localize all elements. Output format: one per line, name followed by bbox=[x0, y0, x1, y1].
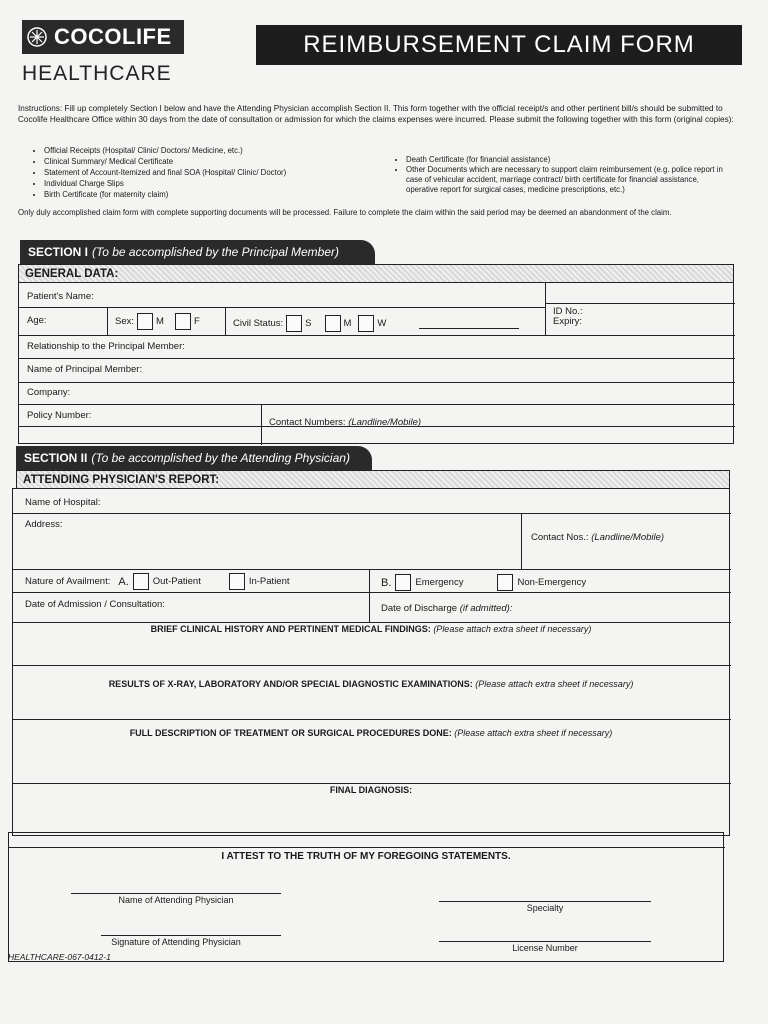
specialty-line[interactable] bbox=[439, 901, 651, 902]
diagnostic-results-field[interactable] bbox=[13, 679, 729, 689]
contact-nos-label: Contact Nos.: bbox=[531, 532, 589, 543]
section2-tab bbox=[16, 446, 372, 470]
sex-f-label: F bbox=[193, 316, 200, 327]
section1-note: (To be accomplished by the Principal Member) bbox=[92, 245, 340, 259]
civil-status-w-checkbox[interactable] bbox=[358, 315, 374, 332]
clinical-history-note: (Please attach extra sheet if necessary) bbox=[433, 624, 592, 634]
requirement-item: • Official Receipts (Hospital/ Clinic/ Doctors/ Medicine, etc.) bbox=[44, 145, 286, 156]
general-data-grid bbox=[18, 282, 734, 444]
sunburst-logo-icon bbox=[26, 26, 48, 48]
id-no-field[interactable]: ID No.: bbox=[553, 306, 583, 317]
non-emergency-label: Non-Emergency bbox=[517, 577, 587, 588]
nature-label: Nature of Availment: bbox=[25, 576, 111, 587]
discharge-date-label: Date of Discharge bbox=[381, 603, 458, 614]
contact-nos-note: (Landline/Mobile) bbox=[591, 532, 665, 543]
section1-label: SECTION I bbox=[28, 245, 89, 259]
specialty-label: Specialty bbox=[526, 903, 564, 913]
physician-name-label: Name of Attending Physician bbox=[118, 895, 234, 905]
section2-label: SECTION II bbox=[24, 451, 88, 465]
section1-tab bbox=[20, 240, 375, 264]
form-code: HEALTHCARE-067-0412-1 bbox=[8, 952, 111, 962]
treatment-description-field[interactable] bbox=[13, 728, 729, 738]
age-field[interactable]: Age: bbox=[27, 315, 47, 326]
in-patient-label: In-Patient bbox=[248, 576, 290, 587]
sex-m-checkbox[interactable] bbox=[137, 313, 153, 330]
physician-signature-line[interactable] bbox=[101, 935, 281, 936]
contact-numbers-label: Contact Numbers: bbox=[269, 417, 346, 428]
license-number-label: License Number bbox=[512, 943, 578, 953]
final-diagnosis-field[interactable]: FINAL DIAGNOSIS: bbox=[329, 785, 413, 795]
brand-name: COCOLIFE bbox=[54, 24, 172, 49]
discharge-date-field[interactable] bbox=[373, 600, 512, 614]
sex-label: Sex: bbox=[115, 316, 135, 327]
option-a-label: A. bbox=[118, 575, 129, 588]
out-patient-checkbox[interactable] bbox=[133, 573, 149, 590]
sex-m-label: M bbox=[156, 316, 164, 327]
clinical-history-label: BRIEF CLINICAL HISTORY AND PERTINENT MEDICAL FINDINGS: bbox=[150, 624, 431, 634]
physician-signature-label: Signature of Attending Physician bbox=[111, 937, 241, 947]
patients-name-field[interactable]: Patient's Name: bbox=[27, 291, 94, 302]
requirement-item: • Other Documents which are necessary to support claim reimbursement (e.g. police report in case of vehicular accident, marriage contract/ birth certificate for financial assistance, operative report for surgical cases, medicine prescriptions, etc.) bbox=[406, 165, 726, 195]
form-title: REIMBURSEMENT CLAIM FORM bbox=[256, 25, 742, 65]
expiry-field[interactable]: Expiry: bbox=[553, 316, 583, 327]
requirements-list-left bbox=[34, 145, 286, 200]
company-field[interactable]: Company: bbox=[27, 387, 71, 398]
instructions-text: Instructions: Fill up completely Section I below and have the Attending Physician accomplish Section II. This form together with the official receipt/s and other pertinent bill/s should be submitted to Cocolife Healthcare Office within 30 days from the date of consultation or admission for which the claims expenses were incurred. Please submit the following together with this form (original copies): bbox=[18, 104, 734, 124]
requirements-list-right bbox=[396, 155, 726, 195]
civil-status-m-checkbox[interactable] bbox=[325, 315, 341, 332]
emergency-checkbox[interactable] bbox=[395, 574, 411, 591]
diagnostic-results-label: RESULTS OF X-RAY, LABORATORY AND/OR SPECIAL DIAGNOSTIC EXAMINATIONS: bbox=[108, 679, 473, 689]
license-number-line[interactable] bbox=[439, 941, 651, 942]
civil-status-m-label: M bbox=[343, 318, 352, 329]
requirement-item: • Statement of Account-Itemized and final SOA (Hospital/ Clinic/ Doctor) bbox=[44, 167, 286, 178]
emergency-type-field bbox=[373, 571, 586, 591]
principal-name-field[interactable]: Name of Principal Member: bbox=[27, 364, 143, 375]
physician-contact-field[interactable] bbox=[523, 529, 664, 543]
diagnostic-results-note: (Please attach extra sheet if necessary) bbox=[475, 679, 634, 689]
brand-subtitle: HEALTHCARE bbox=[22, 62, 172, 85]
in-patient-checkbox[interactable] bbox=[229, 573, 245, 590]
non-emergency-checkbox[interactable] bbox=[497, 574, 513, 591]
nature-availment-field bbox=[17, 570, 290, 590]
attestation-box bbox=[8, 832, 724, 962]
attestation-statement: I ATTEST TO THE TRUTH OF MY FOREGOING STATEMENTS. bbox=[221, 851, 511, 862]
emergency-label: Emergency bbox=[415, 577, 464, 588]
civil-status-s-checkbox[interactable] bbox=[286, 315, 302, 332]
treatment-label: FULL DESCRIPTION OF TREATMENT OR SURGICAL PROCEDURES DONE: bbox=[129, 728, 452, 738]
policy-number-field[interactable]: Policy Number: bbox=[27, 410, 92, 421]
requirement-item: • Death Certificate (for financial assistance) bbox=[406, 155, 726, 165]
contact-numbers-field[interactable] bbox=[261, 414, 421, 428]
requirement-item: • Clinical Summary/ Medical Certificate bbox=[44, 156, 286, 167]
civil-status-s-label: S bbox=[305, 318, 312, 329]
processing-notice: Only duly accomplished claim form with complete supporting documents will be processed. Failure to complete the claim within the said period may be deemed an abandonment of the claim. bbox=[18, 208, 672, 217]
admission-date-field[interactable]: Date of Admission / Consultation: bbox=[25, 599, 165, 610]
option-b-label: B. bbox=[381, 576, 392, 589]
clinical-history-field[interactable] bbox=[13, 624, 729, 634]
general-data-header: GENERAL DATA: bbox=[18, 264, 734, 282]
sex-f-checkbox[interactable] bbox=[175, 313, 191, 330]
section2-note: (To be accomplished by the Attending Physician) bbox=[91, 451, 350, 465]
civil-status-label: Civil Status: bbox=[233, 318, 284, 329]
civil-status-w-label: W bbox=[377, 318, 387, 329]
cocolife-logo bbox=[22, 20, 184, 54]
requirement-item: • Individual Charge Slips bbox=[44, 178, 286, 189]
out-patient-label: Out-Patient bbox=[152, 576, 201, 587]
civil-status-field bbox=[225, 312, 386, 332]
discharge-date-note: (if admitted): bbox=[459, 603, 513, 614]
hospital-name-field[interactable]: Name of Hospital: bbox=[25, 497, 101, 508]
relationship-field[interactable]: Relationship to the Principal Member: bbox=[27, 341, 185, 352]
physician-report-header: ATTENDING PHYSICIAN'S REPORT: bbox=[16, 470, 730, 488]
contact-numbers-note: (Landline/Mobile) bbox=[348, 417, 422, 428]
address-field[interactable]: Address: bbox=[25, 519, 63, 530]
sex-field bbox=[107, 310, 200, 330]
physician-name-line[interactable] bbox=[71, 893, 281, 894]
physician-report-grid bbox=[12, 488, 730, 836]
treatment-note: (Please attach extra sheet if necessary) bbox=[454, 728, 613, 738]
requirement-item: • Birth Certificate (for maternity claim) bbox=[44, 189, 286, 200]
